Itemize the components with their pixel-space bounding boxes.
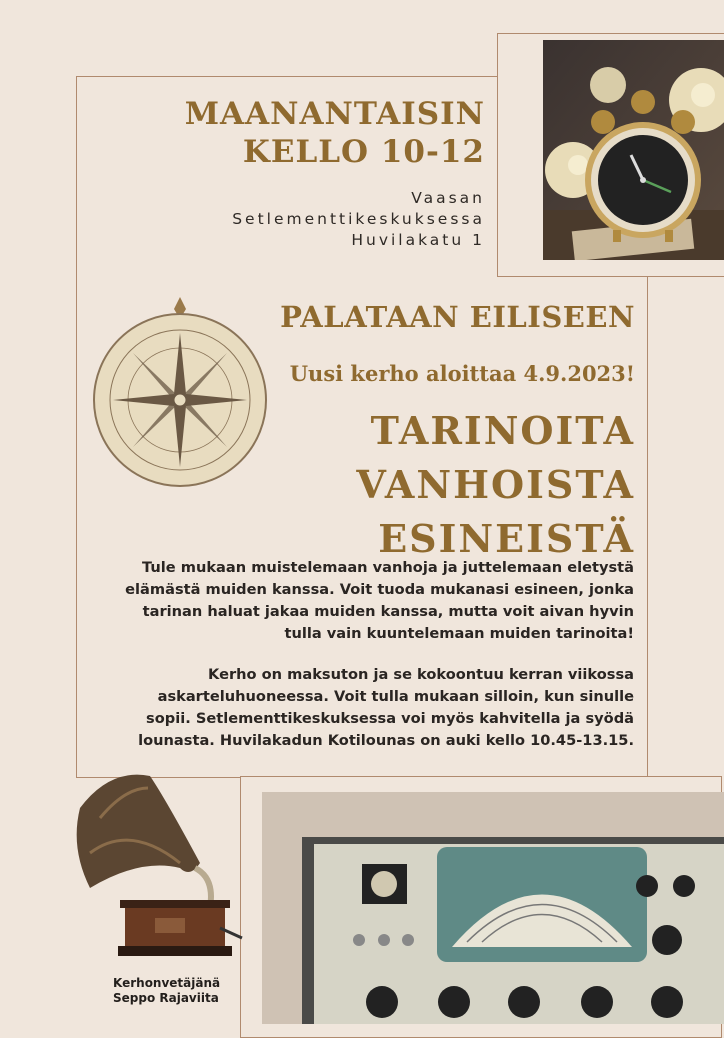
event-title-line3: ESINEISTÄ bbox=[378, 516, 635, 561]
schedule-heading bbox=[160, 95, 485, 171]
event-title bbox=[300, 404, 635, 566]
vintage-radio-photo bbox=[262, 792, 724, 1024]
gramophone-illustration bbox=[70, 768, 245, 963]
paragraph-line: elämästä muiden kanssa. Voit tuoda mukanasi esineen, jonka bbox=[125, 581, 634, 598]
paragraph-line: tarinan haluat jakaa muiden kanssa, mutta voit aivan hyvin bbox=[142, 603, 634, 620]
venue-city: Vaasan bbox=[411, 189, 485, 207]
club-leader bbox=[113, 976, 220, 1006]
leader-name: Seppo Rajaviita bbox=[113, 991, 219, 1005]
description-paragraph-2 bbox=[112, 664, 634, 752]
paragraph-line: lounasta. Huvilakadun Kotilounas on auki kello 10.45-13.15. bbox=[138, 732, 634, 749]
schedule-time: KELLO 10-12 bbox=[242, 134, 485, 170]
paragraph-line: Tule mukaan muistelemaan vanhoja ja juttelemaan eletystä bbox=[142, 559, 634, 576]
paragraph-line: sopii. Setlementtikeskuksessa voi myös kahvitella ja syödä bbox=[146, 710, 634, 727]
alarm-clock-photo bbox=[543, 40, 724, 260]
paragraph-line: tulla vain kuuntelemaan muiden tarinoita! bbox=[284, 625, 634, 642]
headline: PALATAAN EILISEEN bbox=[280, 300, 635, 334]
venue-name: Setlementtikeskuksessa bbox=[232, 210, 485, 228]
leader-role: Kerhonvetäjänä bbox=[113, 976, 221, 990]
description-paragraph-1 bbox=[112, 557, 634, 645]
subheadline: Uusi kerho aloittaa 4.9.2023! bbox=[289, 361, 635, 386]
schedule-day: MAANANTAISIN bbox=[184, 96, 485, 132]
paragraph-line: askarteluhuoneessa. Voit tulla mukaan silloin, kun sinulle bbox=[157, 688, 634, 705]
venue-address bbox=[160, 188, 485, 251]
venue-street: Huvilakatu 1 bbox=[351, 231, 485, 249]
paragraph-line: Kerho on maksuton ja se kokoontuu kerran viikossa bbox=[208, 666, 634, 683]
event-title-line2: VANHOISTA bbox=[356, 462, 635, 507]
event-title-line1: TARINOITA bbox=[370, 408, 635, 453]
